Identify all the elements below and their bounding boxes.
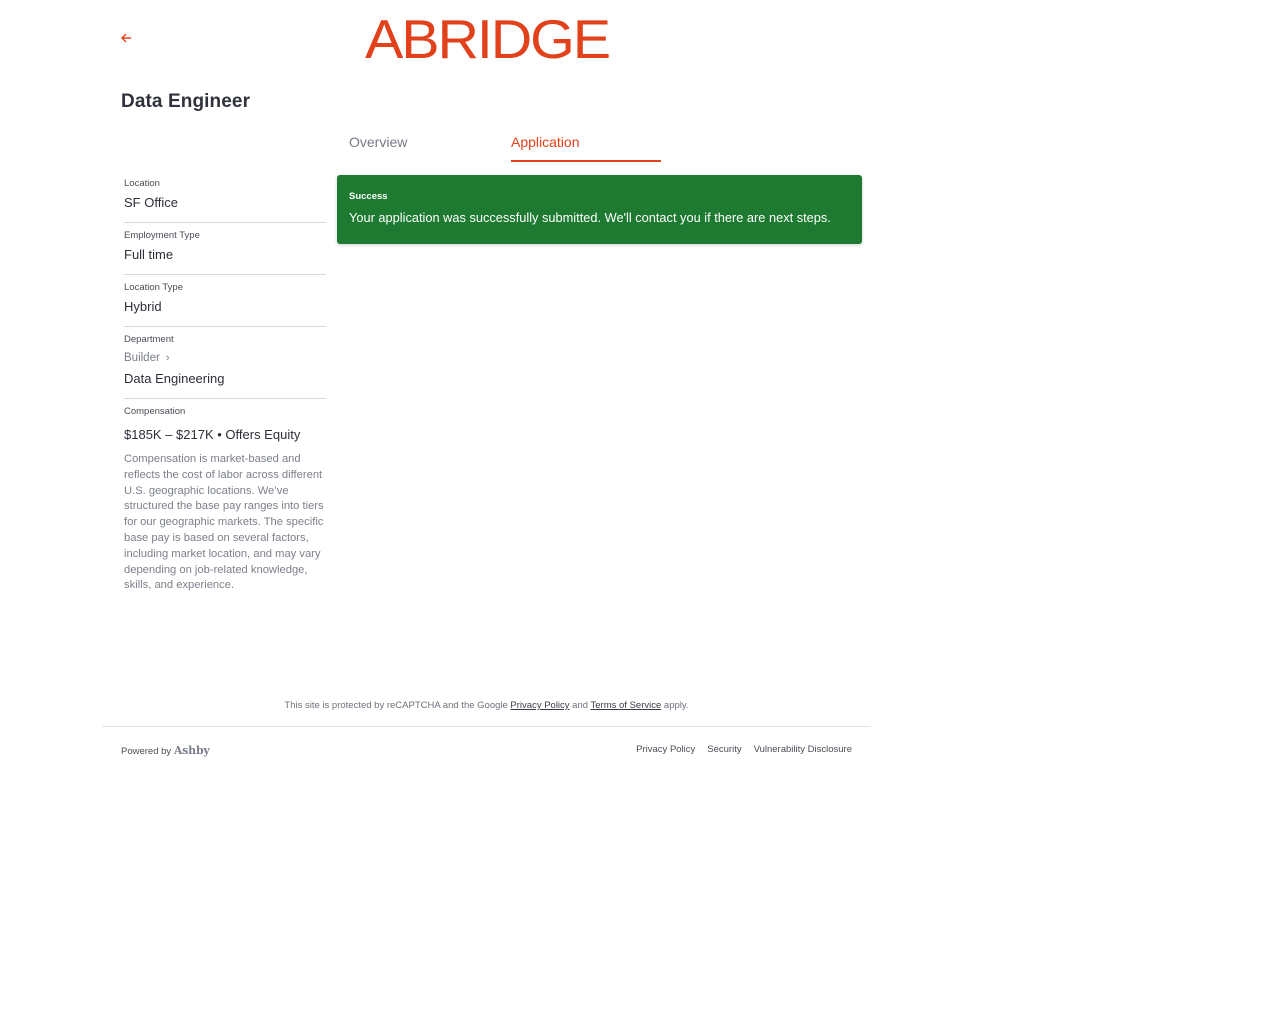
department-label: Department (124, 334, 174, 345)
back-button[interactable] (116, 28, 136, 48)
location-value: SF Office (124, 195, 178, 210)
recaptcha-and: and (569, 700, 591, 711)
powered-by-label: Powered by (121, 746, 172, 757)
compensation-label: Compensation (124, 406, 186, 417)
location-type-section (124, 275, 326, 327)
location-label: Location (124, 178, 160, 189)
job-details-sidebar (124, 171, 326, 604)
page-title: Data Engineer (121, 91, 251, 112)
compensation-section (124, 399, 326, 604)
tab-application[interactable]: Application (511, 126, 661, 162)
ashby-logo[interactable]: Ashby (173, 744, 210, 757)
alert-message: Your application was successfully submitted. We'll contact you if there are next steps. (349, 210, 831, 225)
recaptcha-notice (102, 700, 871, 711)
success-alert (337, 175, 862, 244)
location-type-label: Location Type (124, 282, 183, 293)
tab-overview[interactable]: Overview (349, 134, 408, 150)
recaptcha-suffix: apply. (661, 700, 689, 711)
footer-vulnerability-disclosure-link[interactable]: Vulnerability Disclosure (753, 744, 852, 755)
department-section (124, 327, 326, 399)
footer-links (636, 744, 852, 755)
employment-type-section (124, 223, 326, 275)
location-section (124, 171, 326, 223)
footer-divider (102, 726, 871, 727)
department-parent-label: Builder (124, 352, 160, 364)
footer-security-link[interactable]: Security (707, 744, 742, 755)
department-parent (124, 350, 326, 366)
abridge-logo[interactable] (365, 10, 610, 66)
employment-type-label: Employment Type (124, 230, 200, 241)
svg-text:ABRIDGE: ABRIDGE (365, 10, 610, 66)
chevron-right-icon: › (165, 352, 170, 364)
location-type-value: Hybrid (124, 299, 162, 314)
recaptcha-prefix: This site is protected by reCAPTCHA and the Google (284, 700, 511, 711)
google-privacy-policy-link[interactable]: Privacy Policy (510, 700, 570, 711)
footer-privacy-policy-link[interactable]: Privacy Policy (636, 744, 696, 755)
compensation-value: $185K – $217K • Offers Equity (124, 427, 301, 442)
powered-by[interactable] (121, 743, 210, 760)
department-value: Data Engineering (124, 371, 225, 386)
alert-title: Success (349, 191, 388, 202)
tab-bar (337, 126, 863, 162)
arrow-left-icon (120, 32, 132, 44)
google-terms-link[interactable]: Terms of Service (590, 700, 662, 711)
employment-type-value: Full time (124, 247, 174, 262)
compensation-description: Compensation is market-based and reflects the cost of labor across different U.S. geographic locations. We’ve structured the base pay ranges into tiers for our geographic markets. The specific base pay is based on several factors, including market location, and may vary depending on job-related knowledge, skills, and experience. (124, 453, 324, 592)
